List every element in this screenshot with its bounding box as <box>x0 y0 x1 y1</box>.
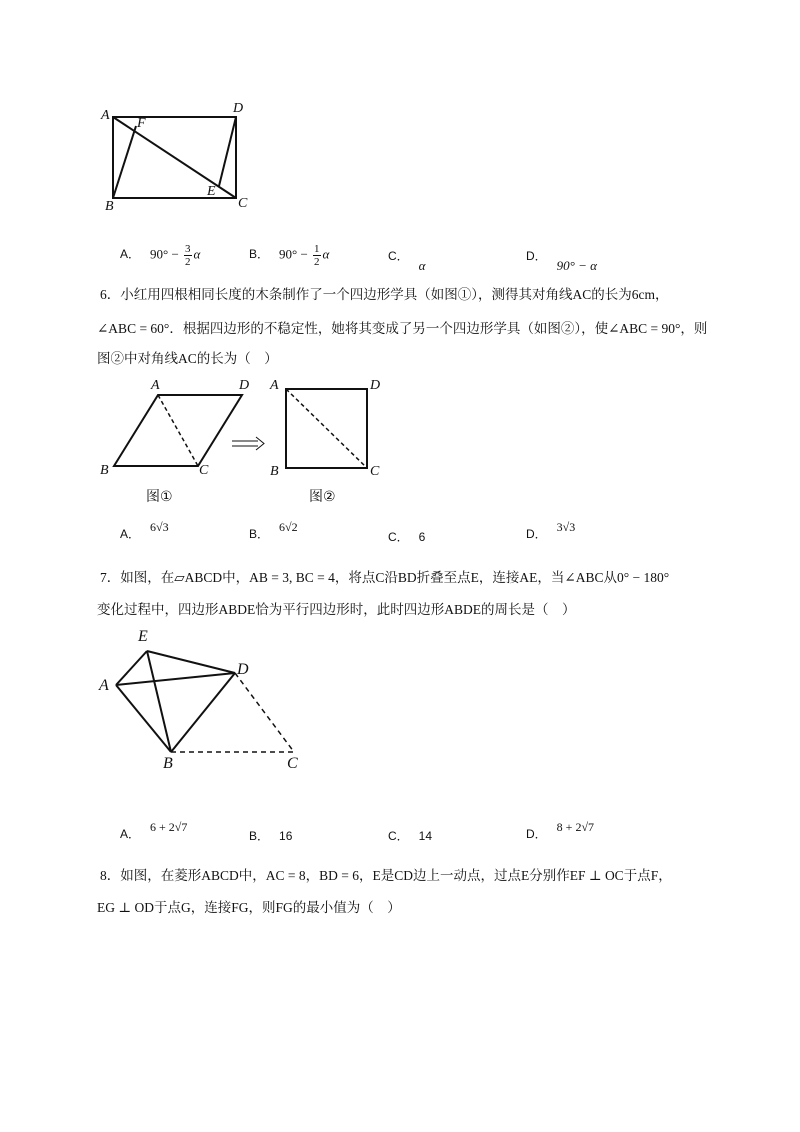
q5-label-d: D <box>233 101 244 116</box>
q6-option-d[interactable]: D． 3√3 <box>526 520 576 541</box>
q7-edge-ed <box>147 651 235 673</box>
fraction: $\frac{3}{2}$ <box>185 243 191 268</box>
q7-edge-bd <box>171 673 235 752</box>
q5-label-f: F <box>137 116 146 131</box>
option-label: D． <box>526 527 547 541</box>
option-label: A． <box>120 527 141 541</box>
q7-edge-ae <box>116 651 147 685</box>
q6-f2-label-c: C <box>370 464 380 479</box>
q6-f1-label-b: B <box>100 463 109 478</box>
q8-line-2: EG ⊥ OD于点G，连接FG，则FG的最小值为（ ） <box>97 900 401 915</box>
q5-option-d[interactable]: D．90° − α <box>526 249 597 273</box>
q6-f2-label-d: D <box>370 378 381 393</box>
q6-f2-label-a: A <box>270 378 279 393</box>
q7-line-1: 7．如图，在▱ABCD中，AB = 3, BC = 4，将点C沿BD折叠至点E，连接AE，当∠ABC从0° − 180° <box>100 570 670 585</box>
q7-option-c[interactable]: C． 14 <box>388 829 433 843</box>
option-label: D． <box>526 249 547 263</box>
option-label: C． <box>388 530 409 544</box>
q6-line-1: 6．小红用四根相同长度的木条制作了一个四边形学具（如图①），测得其对角线AC的长为6cm， <box>100 287 669 302</box>
q6-option-b[interactable]: B． 6√2 <box>249 520 298 541</box>
q6-option-a[interactable]: A． 6√3 <box>120 520 169 541</box>
q6-f2-caption: 图② <box>309 489 336 505</box>
q6-f1-label-c: C <box>199 463 209 478</box>
option-label: D． <box>526 827 547 841</box>
option-label: B． <box>249 527 270 541</box>
fraction: $\frac{1}{2}$ <box>314 243 320 268</box>
q6-line-3: 图②中对角线AC的长为（ ） <box>97 351 278 366</box>
q7-line-2: 变化过程中，四边形ABDE恰为平行四边形时，此时四边形ABDE的周长是（ ） <box>97 602 576 617</box>
option-label: B． <box>249 247 270 262</box>
q7-label-b: B <box>163 755 173 772</box>
q5-label-e: E <box>207 184 216 199</box>
q7-edge-dc <box>235 673 294 752</box>
q6-line-2: ∠ABC = 60°．根据四边形的不稳定性，她将其变成了另一个四边形学具（如图②），使∠ABC = 90°，则 <box>97 321 708 336</box>
option-label: B． <box>249 829 270 843</box>
q5-label-c: C <box>238 196 248 211</box>
q7-label-e: E <box>138 628 148 645</box>
q6-f1-caption: 图① <box>146 489 173 505</box>
q7-label-a: A <box>99 677 109 694</box>
q5-option-c[interactable]: C．α <box>388 249 426 273</box>
q5-option-a[interactable]: A． 90° − $\frac{3}{2}$ α <box>120 243 201 268</box>
q5-label-a: A <box>101 108 110 123</box>
q7-option-d[interactable]: D． 8 + 2√7 <box>526 820 595 841</box>
q7-option-b[interactable]: B． 16 <box>249 829 293 843</box>
q6-f1-label-a: A <box>151 378 160 393</box>
option-label: C． <box>388 249 409 263</box>
option-label: C． <box>388 829 409 843</box>
q7-edge-ad <box>116 673 235 685</box>
q6-option-c[interactable]: C． 6 <box>388 530 426 544</box>
q5-option-b[interactable]: B． 90° − $\frac{1}{2}$ α <box>249 243 330 268</box>
option-label: A． <box>120 247 141 262</box>
q8-line-1: 8．如图，在菱形ABCD中，AC = 8，BD = 6，E是CD边上一动点，过点E分别作EF ⊥ OC于点F， <box>100 868 672 883</box>
q7-option-a[interactable]: A． 6 + 2√7 <box>120 820 188 841</box>
q6-f1-label-d: D <box>239 378 250 393</box>
q7-label-d: D <box>237 661 249 678</box>
q6-f2-label-b: B <box>270 464 279 479</box>
q7-label-c: C <box>287 755 298 772</box>
option-label: A． <box>120 827 141 841</box>
q5-label-b: B <box>105 199 114 214</box>
